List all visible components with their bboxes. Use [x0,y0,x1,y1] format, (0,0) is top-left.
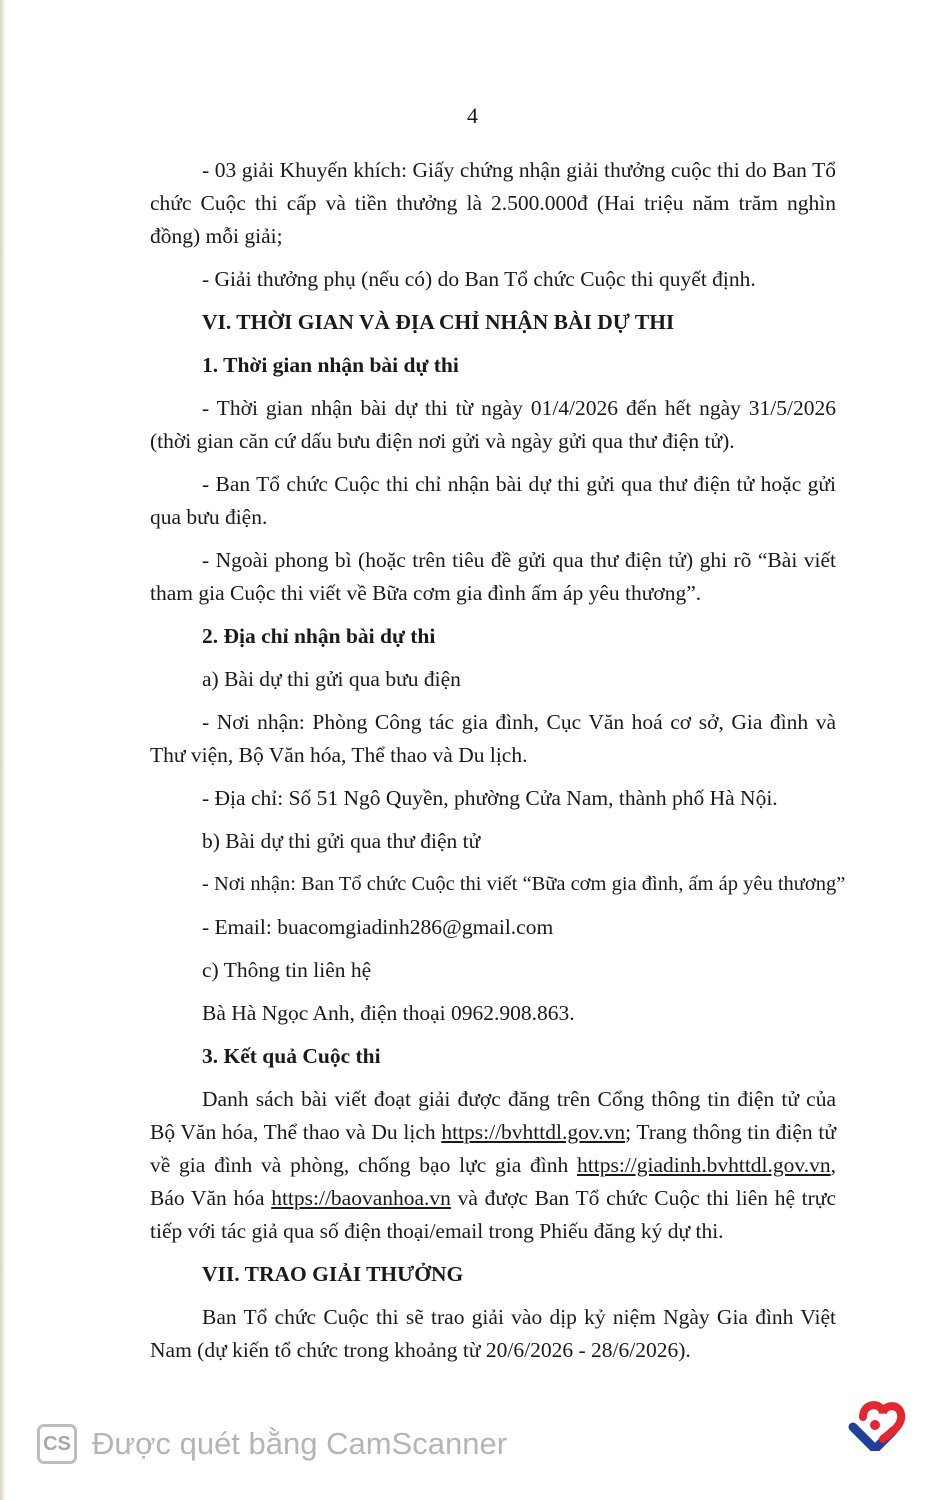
submission-period: - Thời gian nhận bài dự thi từ ngày 01/4/2026 đến hết ngày 31/5/2026 (thời gian căn cứ dấu bưu điện nơi gửi và ngày gửi qua thư điện tử). [150,396,836,453]
link-bvhttdl[interactable]: https://bvhttdl.gov.vn [441,1120,626,1144]
item-a-heading: a) Bài dự thi gửi qua bưu điện [202,667,461,691]
results-text-2: ; Trang thông tin điện tử về gia đình và phòng, chống bạo lực gia đình [150,1120,836,1177]
section-vi-heading: VI. THỜI GIAN VÀ ĐỊA CHỈ NHẬN BÀI DỰ THI [202,310,675,334]
page-number: 4 [467,103,478,128]
subsection-2-heading: 2. Địa chỉ nhận bài dự thi [202,624,436,648]
prize-secondary: - Giải thưởng phụ (nếu có) do Ban Tổ chức Cuộc thi quyết định. [202,267,756,291]
section-vii-heading: VII. TRAO GIẢI THƯỞNG [202,1262,464,1286]
link-giadinh[interactable]: https://giadinh.bvhttdl.gov.vn [577,1153,831,1177]
submission-methods: - Ban Tổ chức Cuộc thi chỉ nhận bài dự thi gửi qua thư điện tử hoặc gửi qua bưu điện. [150,472,836,529]
results-paragraph [150,1083,836,1248]
scan-edge-shadow [0,0,6,1500]
award-ceremony: Ban Tổ chức Cuộc thi sẽ trao giải vào dịp kỷ niệm Ngày Gia đình Việt Nam (dự kiến tổ chức trong khoảng từ 20/6/2026 - 28/6/2026). [150,1305,836,1362]
link-baovanhoa[interactable]: https://baovanhoa.vn [271,1186,451,1210]
envelope-note: - Ngoài phong bì (hoặc trên tiêu đề gửi qua thư điện tử) ghi rõ “Bài viết tham gia Cuộc thi viết về Bữa cơm gia đình ấm áp yêu thương”. [150,548,836,605]
item-c-contact: Bà Hà Ngọc Anh, điện thoại 0962.908.863. [202,1001,575,1025]
item-a-address: - Địa chỉ: Số 51 Ngô Quyền, phường Cửa Nam, thành phố Hà Nội. [202,786,778,810]
results-text-3: , Báo Văn hóa [150,1153,836,1210]
results-text-1: Danh sách bài viết đoạt giải được đăng trên Cổng thông tin điện tử của Bộ Văn hóa, Thể thao và Du lịch [150,1087,836,1144]
subsection-1-heading: 1. Thời gian nhận bài dự thi [202,353,459,377]
item-c-heading: c) Thông tin liên hệ [202,958,372,982]
camscanner-watermark: Được quét bằng CamScanner [92,1426,508,1461]
logo-red-heart [863,1405,901,1439]
document-body [150,154,846,1367]
prize-encouragement: - 03 giải Khuyến khích: Giấy chứng nhận giải thưởng cuộc thi do Ban Tổ chức Cuộc thi cấp và tiền thưởng là 2.500.000đ (Hai triệu năm trăm nghìn đồng) mỗi giải; [150,158,836,248]
item-b-receiver: - Nơi nhận: Ban Tổ chức Cuộc thi viết “Bữa cơm gia đình, ấm áp yêu thương” [202,873,846,895]
results-text-4: và được Ban Tổ chức Cuộc thi liên hệ trực tiếp với tác giả qua số điện thoại/email trong Phiếu đăng ký dự thi. [150,1186,837,1243]
item-a-receiver: - Nơi nhận: Phòng Công tác gia đình, Cục Văn hoá cơ sở, Gia đình và Thư viện, Bộ Văn hóa, Thể thao và Du lịch. [150,710,836,767]
camscanner-logo: CS [37,1424,77,1464]
family-logo-icon [845,1395,907,1451]
logo-red-dot [870,1420,880,1430]
item-b-email: - Email: buacomgiadinh286@gmail.com [202,915,554,939]
subsection-3-heading: 3. Kết quả Cuộc thi [202,1044,381,1068]
item-b-heading: b) Bài dự thi gửi qua thư điện tử [202,829,481,853]
